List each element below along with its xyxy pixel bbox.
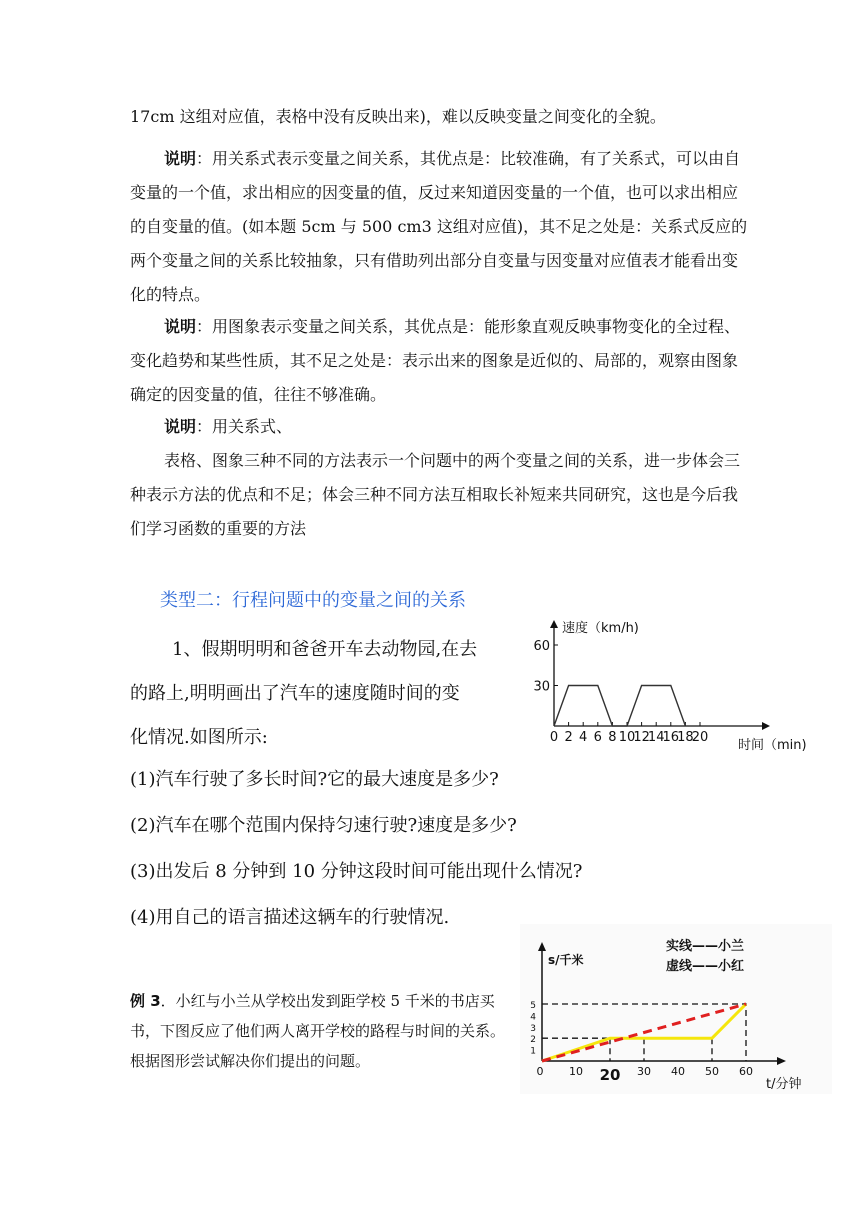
example-label: 例 3 (130, 992, 161, 1010)
paragraph-4 (130, 410, 750, 444)
speed-series-line (554, 686, 685, 727)
x-axis-label: t/分钟 (766, 1077, 802, 1092)
y-tick-label: 30 (533, 679, 550, 695)
x-tick-label: 6 (593, 730, 602, 745)
x-tick-label: 16 (662, 730, 680, 745)
paragraph-5: 表格、图象三种不同的方法表示一个问题中的两个变量之间的关系，进一步体会三种表示方法的优点和不足；体会三种不同方法互相取长补短来共同研究，这也是今后我们学习函数的重要的方法 (130, 451, 741, 538)
y-tick-label: 4 (530, 1012, 536, 1023)
y-axis-arrow (538, 942, 546, 951)
x-tick-label: 30 (637, 1065, 651, 1078)
y-tick-label: 2 (530, 1035, 536, 1046)
y-tick-label: 60 (533, 639, 550, 654)
y-tick-label: 1 (530, 1046, 536, 1057)
distance-time-chart (520, 924, 832, 1094)
y-tick-label: 5 (530, 1001, 536, 1011)
note-label: 说明 (164, 317, 197, 336)
note-text: ：用关系式、 (196, 417, 293, 436)
x-tick-label: 10 (618, 730, 636, 745)
paragraph-2 (130, 142, 750, 312)
question-1: (1)汽车行驶了多长时间?它的最大速度是多少? (130, 769, 499, 790)
y-axis-label: 速度（km/h) (562, 621, 639, 636)
y-axis-arrow (550, 620, 558, 628)
x-tick-label: 18 (677, 730, 694, 745)
speed-time-chart (530, 612, 820, 757)
question-4: (4)用自己的语言描述这辆车的行驶情况. (130, 907, 450, 928)
x-tick-label: 10 (569, 1065, 583, 1078)
paragraph-1: 17cm 这组对应值，表格中没有反映出来)，难以反映变量之间变化的全貌。 (130, 107, 666, 126)
x-tick-label: 0 (549, 730, 559, 745)
example-3 (130, 986, 510, 1076)
note-label: 说明 (164, 417, 197, 436)
x-tick-label: 50 (705, 1065, 719, 1078)
y-axis-label: s/千米 (548, 953, 584, 967)
x-tick-label: 12 (633, 730, 650, 745)
x-tick-label: 60 (739, 1065, 753, 1078)
x-axis-arrow (777, 1057, 786, 1065)
note-label: 说明 (164, 149, 197, 168)
problem-1-line-3: 化情况.如图所示: (130, 727, 268, 748)
x-tick-label: 2 (564, 730, 573, 745)
question-2: (2)汽车在哪个范围内保持匀速行驶?速度是多少? (130, 815, 517, 836)
note-text: ：用关系式表示变量之间关系，其优点是：比较准确，有了关系式，可以由自变量的一个值，求出相应的因变量的值，反过来知道因变量的一个值，也可以求出相应的自变量的值。(如本题 5cm 与 500 cm3 这组对应值)，其不足之处是：关系式反应的两个变量之间的关系比较抽象，只有借助列出部分自变量与因变量对应值表才能看出变化的特点。 (130, 149, 748, 304)
x-tick-label: 14 (647, 730, 665, 745)
x-tick-label: 0 (536, 1065, 544, 1078)
x-tick-label: 4 (579, 730, 588, 745)
x-tick-label: 8 (608, 730, 617, 745)
x-tick-label: 20 (599, 1066, 621, 1084)
x-tick-label: 20 (691, 730, 709, 745)
legend-solid: 实线——小兰 (666, 939, 745, 954)
y-tick-label: 3 (530, 1023, 536, 1034)
note-text: ：用图象表示变量之间关系，其优点是：能形象直观反映事物变化的全过程、变化趋势和某些性质，其不足之处是：表示出来的图象是近似的、局部的，观察由图象确定的因变量的值，往往不够准确。 (130, 317, 741, 404)
x-axis-label: 时间（min) (738, 738, 807, 753)
section-heading: 类型二：行程问题中的变量之间的关系 (160, 590, 466, 611)
legend-dashed: 虚线——小红 (666, 959, 745, 974)
example-text: ．小红与小兰从学校出发到距学校 5 千米的书店买书，下图反应了他们两人离开学校的路程与时间的关系。根据图形尝试解决你们提出的问题。 (130, 992, 506, 1070)
problem-1-line-1: 1、假期明明和爸爸开车去动物园,在去 (172, 639, 478, 660)
paragraph-3 (130, 310, 750, 412)
problem-1-line-2: 的路上,明明画出了汽车的速度随时间的变 (130, 683, 460, 704)
question-3: (3)出发后 8 分钟到 10 分钟这段时间可能出现什么情况? (130, 861, 583, 882)
x-axis-arrow (762, 722, 770, 730)
x-tick-label: 40 (671, 1065, 685, 1078)
guide-line-2km (542, 1038, 712, 1061)
